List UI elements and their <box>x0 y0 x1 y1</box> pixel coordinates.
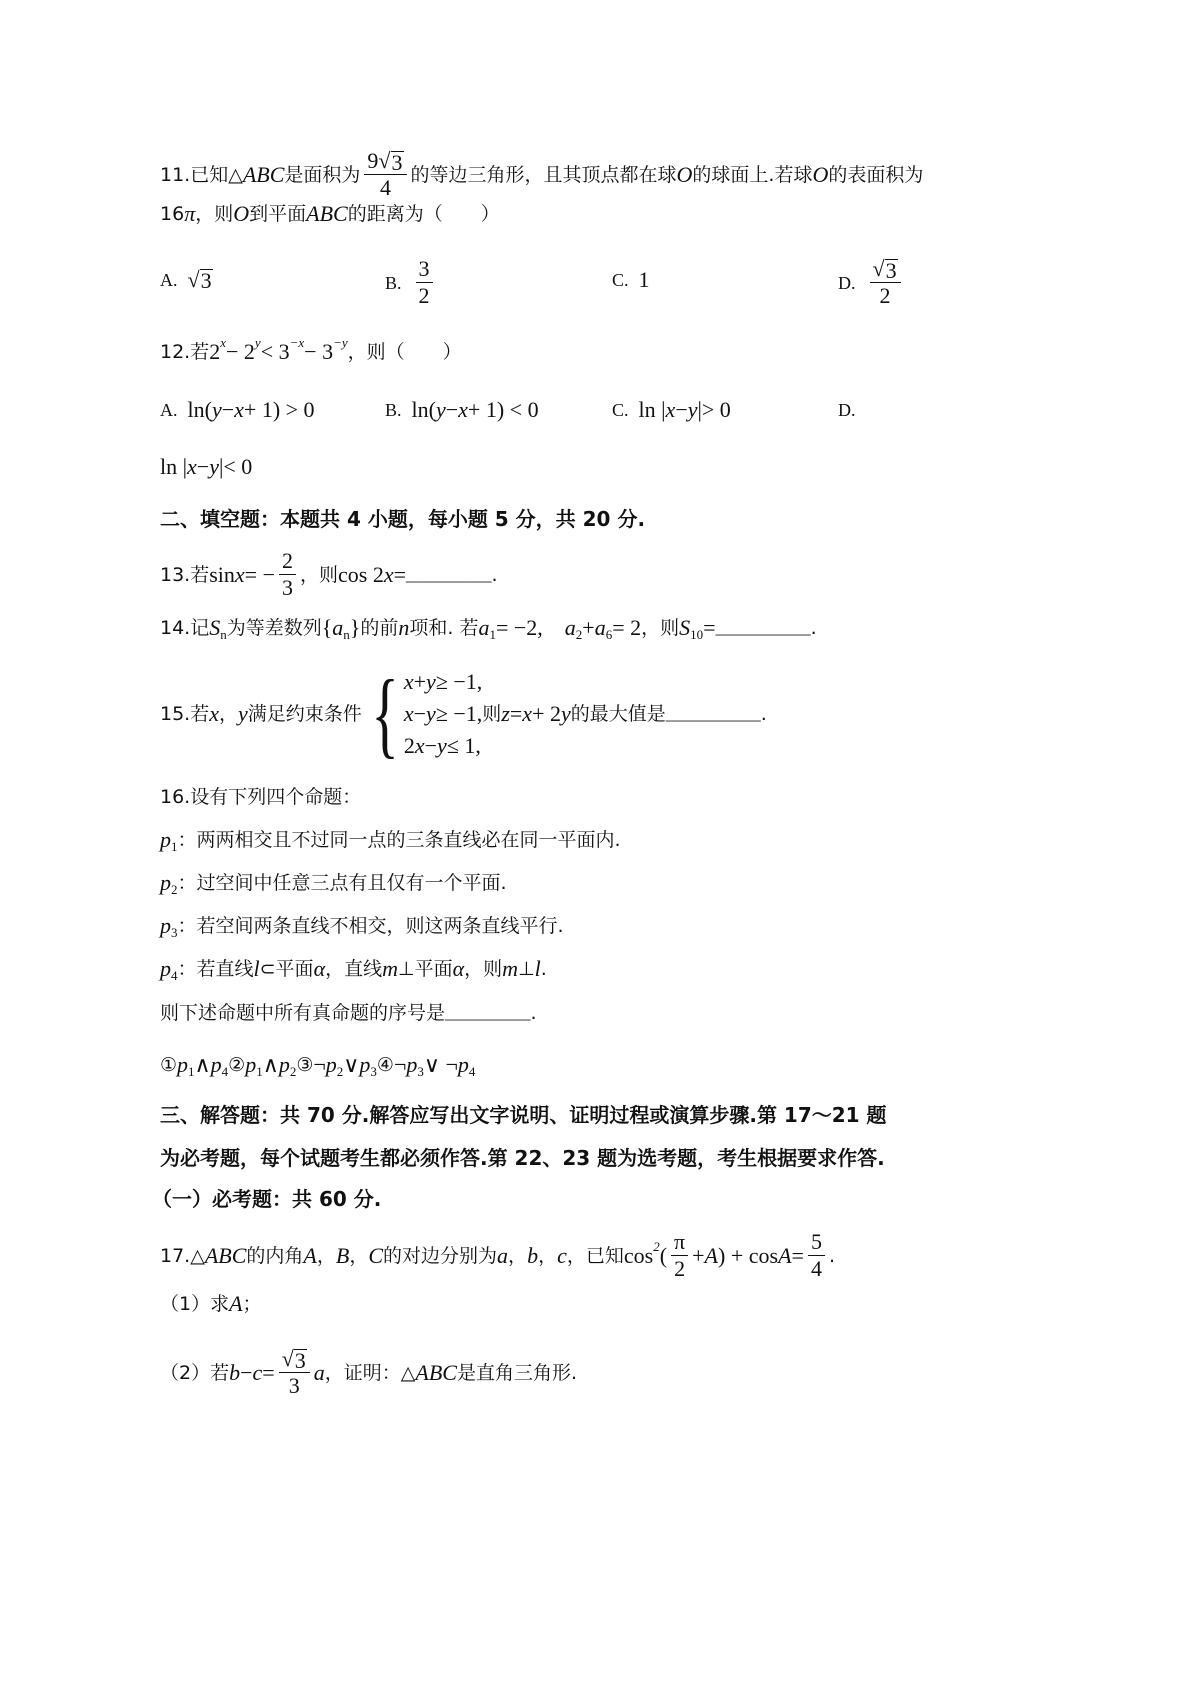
math-run: 4 <box>468 1064 476 1079</box>
math-run: D. <box>838 400 856 420</box>
math-run: = 2 <box>612 615 642 640</box>
q11-option-d <box>838 256 905 309</box>
math-run: ∧ <box>262 1052 279 1077</box>
text-run: . <box>540 958 547 980</box>
text-run: 是面积为 <box>284 163 361 186</box>
math-run: π <box>674 1229 686 1254</box>
math-run: x <box>403 669 414 694</box>
numerator <box>870 256 901 283</box>
math-run: a <box>332 615 344 640</box>
constraint-row <box>404 666 767 698</box>
math-run: p <box>160 827 171 852</box>
math-run: 1 <box>489 627 496 642</box>
math-run: A <box>229 1291 243 1316</box>
text-run: ，证明：△ <box>324 1361 416 1384</box>
text-run: ，则 <box>195 203 234 225</box>
text-run: ③ <box>296 1054 314 1076</box>
math-run: = − <box>244 561 275 587</box>
math-run: n <box>398 615 410 640</box>
math-run: 6 <box>605 627 613 642</box>
answer-blank: _________ <box>445 1002 531 1023</box>
math-run: 二、填空题：本题共 4 小题，每小题 5 分，共 20 分. <box>160 507 646 531</box>
text-run: 的距离为（ ） <box>347 203 500 225</box>
math-run: n <box>343 627 350 642</box>
math-run: √ <box>378 148 391 173</box>
text-run: （2）若 <box>160 1361 230 1384</box>
text-run: ：两两相交且不过同一点的三条直线必在同一平面内. <box>177 829 621 851</box>
constraint-row <box>404 730 767 762</box>
math-run: ∨ ¬ <box>423 1052 458 1077</box>
text-run: 的内角 <box>246 1244 304 1267</box>
text-run: 11.已知△ <box>160 163 243 186</box>
math-run: − <box>196 454 210 479</box>
math-run: A <box>778 1242 792 1268</box>
math-run: 5 <box>810 1229 822 1254</box>
math-run: A <box>303 1242 317 1268</box>
math-run: a <box>497 1242 509 1268</box>
fraction <box>279 548 296 601</box>
denominator <box>289 1373 300 1399</box>
q16-p2 <box>160 869 507 897</box>
math-run: α <box>452 956 465 981</box>
q11-stem-line1 <box>160 148 923 201</box>
text-run: ，直线 <box>325 958 383 980</box>
math-run: = <box>393 561 407 587</box>
math-run: + 1) < 0 <box>467 397 539 422</box>
math-run: p <box>245 1052 257 1077</box>
text-run: 15.若 <box>160 703 210 725</box>
math-run: x <box>665 397 676 422</box>
text-run: ，则 <box>641 617 680 639</box>
math-run: cos 2 <box>338 561 384 587</box>
text-run: . <box>491 563 498 586</box>
numerator <box>279 1346 310 1373</box>
q12-stem <box>160 335 462 366</box>
math-run: − <box>675 397 688 422</box>
math-run: 2 <box>403 733 415 758</box>
q17-stem <box>160 1229 835 1282</box>
math-run: + <box>692 1242 705 1268</box>
fraction <box>671 1229 688 1282</box>
text-run: ：过空间中任意三点有且仅有一个平面. <box>177 872 507 894</box>
math-run: p <box>457 1052 469 1077</box>
math-run: a <box>313 1359 325 1385</box>
section2-heading <box>160 505 645 533</box>
math-run: S <box>209 615 221 640</box>
q14 <box>160 614 817 642</box>
math-run: 3 <box>294 1348 306 1373</box>
math-run: B. <box>385 400 402 420</box>
text-run: ⊥ <box>518 958 535 980</box>
text-run: ② <box>228 1054 246 1076</box>
math-run: A. <box>160 270 178 290</box>
math-run: = <box>262 1359 275 1385</box>
text-run: 的前 <box>360 617 399 639</box>
constraint-rows <box>404 666 767 762</box>
math-run: m <box>382 956 399 981</box>
denominator <box>282 575 293 601</box>
math-run: −y <box>333 335 348 350</box>
text-run: ， <box>349 1244 369 1267</box>
math-run: a <box>594 615 606 640</box>
numerator <box>808 1229 825 1256</box>
math-run: 2 <box>282 548 293 573</box>
text-run: ⊂平面 <box>259 958 314 980</box>
text-run: ； <box>242 1293 262 1315</box>
fraction <box>416 256 433 309</box>
math-run: 为必考题，每个试题考生都必须作答.第 22、23 题为选考题，考生根据要求作答. <box>160 1146 885 1170</box>
math-run: ABC <box>242 161 285 187</box>
math-run: x <box>209 701 219 726</box>
math-run: 4 <box>810 1256 822 1281</box>
math-run: √ <box>872 256 885 281</box>
denominator <box>880 283 891 309</box>
math-run: p <box>406 1052 418 1077</box>
math-run: y <box>209 454 219 479</box>
math-run: ¬ <box>313 1052 326 1077</box>
math-run: B. <box>385 272 402 293</box>
math-run: 4 <box>171 968 178 983</box>
math-run: − <box>240 1359 253 1385</box>
q16-p4 <box>160 955 547 983</box>
section3-heading-line1 <box>160 1101 887 1129</box>
math-run: m <box>502 956 519 981</box>
math-run: 2 <box>418 283 430 308</box>
text-run: ， <box>538 1244 558 1267</box>
math-run: y <box>211 397 222 422</box>
text-run: ：若直线 <box>177 958 254 980</box>
q16-p3 <box>160 912 564 940</box>
math-run: π <box>184 201 196 226</box>
math-run: − 3 <box>304 339 334 364</box>
math-run: C. <box>612 270 629 290</box>
math-run: ln( <box>187 397 212 422</box>
math-run: ABC <box>204 1242 247 1268</box>
math-run: S <box>679 615 691 640</box>
math-run: b <box>229 1359 241 1385</box>
math-run: + 2 <box>532 701 561 726</box>
math-run: c <box>557 1242 567 1268</box>
math-run: 3 <box>288 1373 300 1398</box>
math-run: y <box>426 701 436 726</box>
math-run: ln( <box>411 397 436 422</box>
text-run: 的球面上.若球 <box>692 163 813 186</box>
text-run: 为等差数列 <box>226 617 322 639</box>
math-run: { <box>321 615 333 640</box>
fraction <box>364 148 406 201</box>
math-run: 3 <box>885 258 897 283</box>
text-run: ， <box>508 1244 528 1267</box>
math-run: −x <box>289 335 305 350</box>
answer-blank: __________ <box>715 617 811 638</box>
text-run: 的最大值是 <box>570 703 666 725</box>
text-run: ：若空间两条直线不相交，则这两条直线平行. <box>177 915 564 937</box>
math-run: 3 <box>417 1064 424 1079</box>
math-run: l <box>253 956 260 981</box>
math-run: + <box>582 615 595 640</box>
math-run: p <box>160 913 171 938</box>
math-run: 2 <box>209 339 221 364</box>
math-run: p <box>278 1052 290 1077</box>
math-run: x <box>234 561 245 587</box>
math-run: x <box>522 701 533 726</box>
math-run: 4 <box>379 175 391 200</box>
math-run: 3 <box>200 267 212 293</box>
math-run: y <box>437 733 447 758</box>
text-run: 16 <box>160 203 185 225</box>
numerator <box>416 256 433 283</box>
math-run: sin <box>209 561 235 587</box>
numerator <box>671 1229 688 1256</box>
math-run: 2 <box>653 1238 660 1254</box>
q12-option-a <box>160 396 315 424</box>
section3-subheading <box>152 1185 381 1213</box>
math-run: 9 <box>367 148 379 173</box>
text-run: ① <box>160 1054 178 1076</box>
math-run: x <box>220 335 226 350</box>
math-run: y <box>560 701 571 726</box>
section3-heading-line2 <box>160 1144 885 1172</box>
math-run: − 2 <box>226 339 255 364</box>
math-run: 2 <box>289 1064 297 1079</box>
text-run: 16.设有下列四个命题： <box>160 786 362 808</box>
numerator <box>279 548 296 575</box>
text-run: （1）求 <box>160 1293 230 1315</box>
math-run: p <box>210 1052 222 1077</box>
math-run: 3 <box>171 925 178 940</box>
math-run: ∨ <box>343 1052 360 1077</box>
math-run: p <box>177 1052 189 1077</box>
math-run: y <box>426 669 436 694</box>
math-run: − <box>413 701 427 726</box>
math-run: 2 <box>171 882 178 897</box>
math-run: cos <box>623 1242 654 1268</box>
math-run: ∧ <box>194 1052 211 1077</box>
math-run: y <box>238 701 248 726</box>
q16-p1 <box>160 826 621 854</box>
constraint-row <box>404 698 767 730</box>
math-run: n <box>220 627 227 642</box>
math-run: C. <box>612 400 629 420</box>
math-run: x <box>234 397 244 422</box>
math-run: 2 <box>575 627 583 642</box>
math-run: y <box>687 397 698 422</box>
text-run: ，则（ ） <box>347 341 462 363</box>
math-run: ) + cos <box>718 1242 779 1268</box>
q11-option-c <box>612 266 650 294</box>
math-run: √ <box>281 1346 294 1371</box>
math-run: 2 <box>336 1064 344 1079</box>
math-run: 1 <box>171 839 178 854</box>
math-run: + 1) > 0 <box>243 397 315 422</box>
math-run: 1 <box>188 1064 195 1079</box>
math-run: < 3 <box>260 339 290 364</box>
math-run: 3 <box>282 575 293 600</box>
math-run: O <box>233 201 250 226</box>
math-run: ln | <box>638 397 666 422</box>
left-brace: { <box>370 660 399 767</box>
math-run: − <box>445 397 459 422</box>
text-run: ，已知 <box>566 1244 624 1267</box>
math-run: O <box>812 161 829 187</box>
math-run: （一）必考题：共 60 分. <box>152 1187 382 1211</box>
math-run: x <box>414 733 425 758</box>
math-run: 三、解答题：共 70 分.解答应写出文字说明、证明过程或演算步骤.第 17～21 题 <box>160 1103 887 1127</box>
math-run: 3 <box>418 256 430 281</box>
math-run: b <box>527 1242 539 1268</box>
math-run: = −2, <box>495 615 565 640</box>
q16-question <box>160 999 537 1027</box>
denominator <box>811 1256 822 1282</box>
math-run: 10 <box>690 627 704 642</box>
text-run: ， <box>218 703 238 725</box>
math-run: = <box>791 1242 804 1268</box>
q17-part1 <box>160 1290 262 1318</box>
answer-blank: _________ <box>406 563 492 585</box>
math-run: 4 <box>221 1064 229 1079</box>
math-run: 3 <box>391 150 403 175</box>
constraint-system <box>362 660 767 767</box>
math-run: ≤ 1, <box>446 733 481 758</box>
math-run: x <box>458 397 468 422</box>
text-run: . <box>530 1002 537 1024</box>
math-run: x <box>187 454 197 479</box>
math-run: a <box>564 615 576 640</box>
fraction <box>279 1346 310 1399</box>
text-run: 的等边三角形，且其顶点都在球 <box>410 163 677 186</box>
q15 <box>160 660 767 767</box>
math-run: ABC <box>306 201 348 226</box>
text-run: 的表面积为 <box>828 163 924 186</box>
math-run: α <box>313 956 326 981</box>
math-run: A <box>704 1242 718 1268</box>
text-run: 则 <box>482 703 502 725</box>
math-run: + <box>413 669 427 694</box>
math-run: a <box>478 615 490 640</box>
text-run: 17.△ <box>160 1244 205 1267</box>
q11-stem-line2 <box>160 200 500 228</box>
q12-option-d <box>838 396 866 424</box>
math-run: 2 <box>674 1256 686 1281</box>
text-run: 12.若 <box>160 341 210 363</box>
text-run: 满足约束条件 <box>247 703 362 725</box>
text-run: 则下述命题中所有真命题的序号是 <box>160 1002 446 1024</box>
math-run: x <box>403 701 414 726</box>
q12-option-d-content <box>160 453 252 481</box>
math-run: 1 <box>638 267 650 292</box>
text-run: 14.记 <box>160 617 210 639</box>
math-run: p <box>160 870 171 895</box>
math-run: √ <box>187 267 200 292</box>
fraction <box>808 1229 825 1282</box>
math-run: p <box>325 1052 337 1077</box>
fraction <box>870 256 901 309</box>
text-run: 是直角三角形. <box>456 1361 578 1384</box>
numerator <box>364 148 406 175</box>
math-run: ≥ −1, <box>435 669 483 694</box>
math-run: − <box>221 397 235 422</box>
math-run: ≥ −1, <box>435 701 483 726</box>
text-run: . <box>810 617 817 639</box>
denominator <box>380 175 391 201</box>
text-run: ④ <box>376 1054 394 1076</box>
math-run: p <box>359 1052 371 1077</box>
math-run: y <box>254 335 261 350</box>
text-run: 13.若 <box>160 563 210 586</box>
text-run: 的对边分别为 <box>383 1244 498 1267</box>
answer-blank: __________ <box>665 703 761 724</box>
q16-stem <box>160 783 361 811</box>
math-run: ( <box>659 1242 668 1268</box>
math-run: = <box>703 615 716 640</box>
q12-option-b <box>385 396 539 424</box>
math-run: |> 0 <box>697 397 731 422</box>
text-run: . <box>760 703 767 725</box>
denominator <box>674 1256 685 1282</box>
text-run: ⊥平面 <box>398 958 453 980</box>
text-run: ，则 <box>300 563 339 586</box>
math-run: |< 0 <box>218 454 253 479</box>
math-run: ln | <box>160 454 188 479</box>
math-run: ABC <box>415 1359 457 1385</box>
text-run: ，则 <box>464 958 503 980</box>
math-run: = <box>509 701 523 726</box>
math-run: p <box>160 956 171 981</box>
denominator <box>419 283 430 309</box>
math-run: x <box>383 561 394 587</box>
q16-choices <box>160 1051 475 1079</box>
math-run: c <box>252 1359 263 1385</box>
text-run: 项和. 若 <box>409 617 479 639</box>
math-run: 3 <box>370 1064 377 1079</box>
text-run: ， <box>316 1244 336 1267</box>
math-run: z <box>501 701 510 726</box>
math-run: y <box>435 397 446 422</box>
math-run: l <box>534 956 541 981</box>
math-run: − <box>424 733 438 758</box>
text-run: . <box>828 1244 835 1267</box>
math-run: D. <box>838 272 856 293</box>
q17-part2 <box>160 1346 577 1399</box>
math-run: C <box>368 1242 384 1268</box>
q11-option-a <box>160 266 213 294</box>
math-run: B <box>335 1242 350 1268</box>
math-run: A. <box>160 400 178 420</box>
math-run: 1 <box>256 1064 263 1079</box>
q11-option-b <box>385 256 437 309</box>
q12-option-c <box>612 396 731 424</box>
math-run: } <box>349 615 361 640</box>
math-run: ¬ <box>393 1052 407 1077</box>
text-run: 到平面 <box>249 203 307 225</box>
math-run: O <box>676 161 693 187</box>
q13 <box>160 548 498 601</box>
math-run: 2 <box>879 283 891 308</box>
